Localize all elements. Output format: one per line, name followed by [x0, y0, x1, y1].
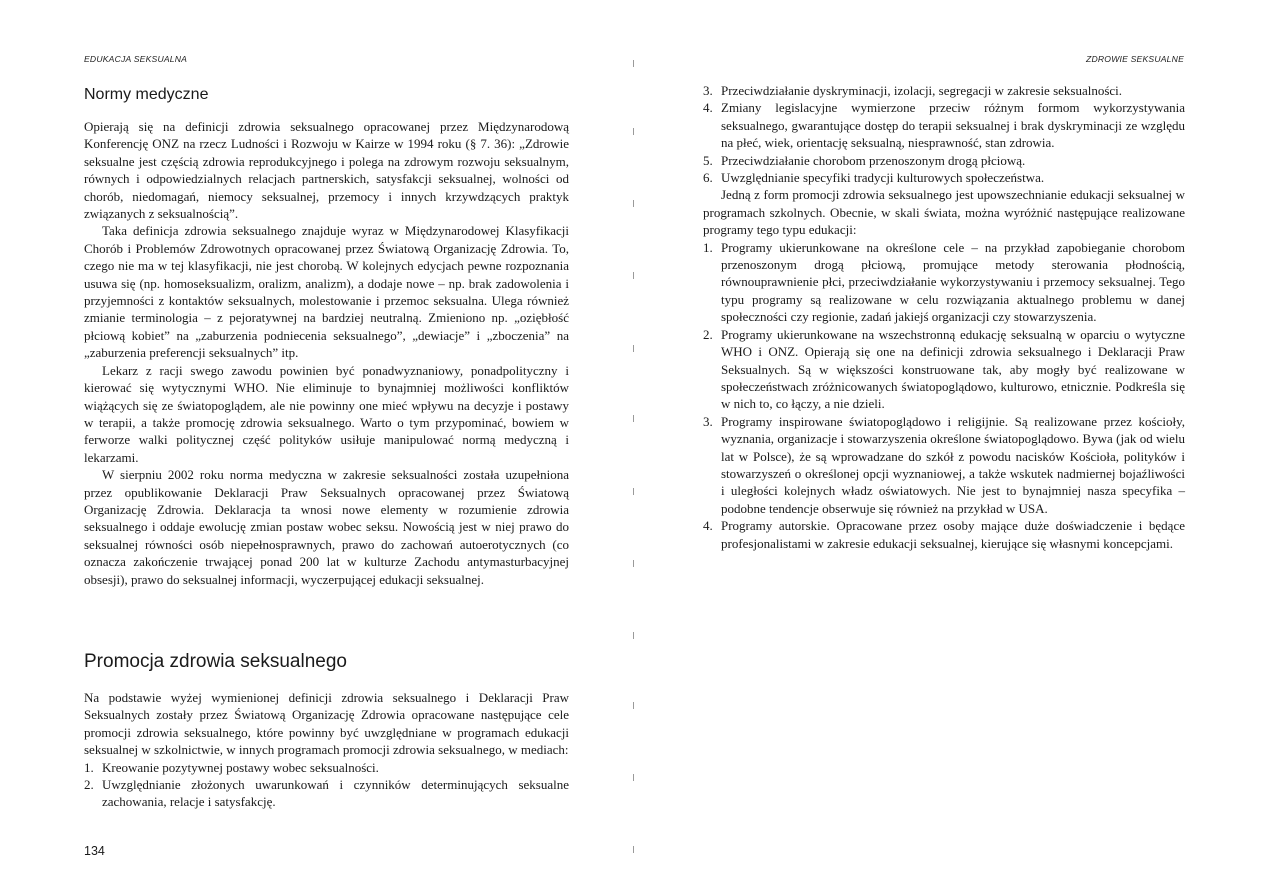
- list-item: [703, 152, 1185, 169]
- paragraph: Opierają się na definicji zdrowia seksualnego opracowanej przez Międzynarodową Konferencję ONZ na rzecz Ludności i Rozwoju w Kairze w 1994 roku (§ 7. 36): „Zdrowie seksualne jest częścią zdrowia reprodukcyjnego i polega na zdrowym rozwoju seksualnym, równych i odpowiedzialnych relacjach partnerskich, satysfakcji seksualnej, wolności od chorób, niedomagań, niemocy seksualnej, przemocy i innych krzywdzących praktyk związanych z seksualnością”.: [84, 119, 569, 222]
- list-number: 1.: [703, 239, 713, 255]
- list-item: [703, 239, 1185, 326]
- list-text: Programy ukierunkowane na wszechstronną edukację seksualną w oparciu o wytyczne WHO i ONZ. Opierają się one na definicji zdrowia seksualnego i Deklaracji Praw Seksualnych. Są w większości konstruowane tak, aby mogły być realizowane w społeczeństwach zróżnicowanych światopoglądowo, kulturowo, etnicznie. Podkreśla się w nich to, co łączy, a nie dzieli.: [721, 326, 1185, 412]
- list-number: 4.: [703, 518, 713, 534]
- right-page: [631, 0, 1262, 894]
- section-heading-normy: Normy medyczne: [84, 86, 209, 103]
- list-number: 3.: [703, 413, 713, 429]
- paragraph: Jedną z form promocji zdrowia seksualnego jest upowszechnianie edukacji seksualnej w programach szkolnych. Obecnie, w skali świata, można wyróżnić następujące realizowane programy tego typu edukacji:: [703, 187, 1185, 238]
- paragraph: Na podstawie wyżej wymienionej definicji zdrowia seksualnego i Deklaracji Praw Seksualnych zostały przez Światową Organizację Zdrowia opracowane następujące cele promocji zdrowia seksualnego, które powinny być uwzględniane w programach edukacji seksualnej w szkolnictwie, w innych programach promocji zdrowia seksualnego, w mediach:: [84, 690, 569, 758]
- list-item: [703, 517, 1185, 552]
- running-head-left: EDUKACJA SEKSUALNA: [84, 54, 188, 64]
- list-item: [703, 326, 1185, 413]
- programs-list: [703, 239, 1185, 552]
- list-number: 3.: [703, 83, 713, 98]
- list-number: 5.: [703, 152, 713, 168]
- right-content: [703, 82, 1185, 552]
- list-text: Programy inspirowane światopoglądowo i religijnie. Są realizowane przez kościoły, wyznania, organizacje i stowarzyszenia określone światopoglądowo. Bywa (jak od wielu lat w Polsce), że są wprowadzane do szkół z powodu nacisków Kościoła, polityków i stowarzyszeń o określonej opcji wyznaniowej, a także wskutek nadmiernej bojaźliwości i uległości kolejnych władz oświatowych. Nie jest to bynajmniej nasza specyfika – podobne tendencje obserwuje się również na przykład w USA.: [721, 413, 1185, 516]
- paragraph: Lekarz z racji swego zawodu powinien być ponadwyznaniowy, ponadpolityczny i kierować się wytycznymi WHO. Nie eliminuje to bynajmniej możliwości konfliktów wiążących się ze światopoglądem, ale nie powinny one mieć wpływu na decyzje i postawy w terapii, a także promocję zdrowia seksualnego. Warto o tym przypominać, bowiem w ferworze walki politycznej część polityków usiłuje manipulować normą medyczną i lekarzami.: [84, 362, 569, 465]
- page-number: 134: [84, 844, 105, 858]
- section-normy-medyczne: [84, 86, 569, 588]
- list-number: 2.: [703, 326, 713, 342]
- list-item: [703, 99, 1185, 151]
- goals-list-continued: [703, 82, 1185, 186]
- list-item: [703, 82, 1185, 99]
- paragraph: Taka definicja zdrowia seksualnego znajduje wyraz w Międzynarodowej Klasyfikacji Chorób i Problemów Zdrowotnych opracowanej przez Światową Organizację Zdrowia. To, czego nie ma w tej klasyfikacji, nie jest chorobą. W kolejnych edycjach pewne rozpoznania usuwa się (np. homoseksualizm, oralizm, analizm), a dodaje nowe – np. brak zadowolenia i przyjemności z kontaktów seksualnych, molestowanie i przemoc seksualna. Ulega również zmianie terminologia – z pejoratywnej na bardziej neutralną. Zmieniono np. „oziębłość płciową kobiet” na „zaburzenia podniecenia seksualnego”, „dewiacje” i „zboczenia” na „zaburzenia preferencji seksualnych” itp.: [84, 223, 569, 361]
- list-item: [84, 759, 569, 776]
- list-item: [703, 413, 1185, 517]
- paragraph: W sierpniu 2002 roku norma medyczna w zakresie seksualności została uzupełniona przez opublikowanie Deklaracji Praw Seksualnych opracowanej przez Światową Organizację Zdrowia. Deklaracja ta wnosi nowe elementy w rozumienie zdrowia seksualnego i oddaje ewolucję zmian postaw wobec seksu. Nowością jest w niej prawo do seksualnej równości osób niepełnosprawnych, prawo do zachowań autoerotycznych (co oznacza zakończenie trwającej ponad 200 lat w kulturze Zachodu antymasturbacyjnej obsesji), prawo do seksualnej informacji, wyczerpującej edukacji seksualnej.: [84, 467, 569, 587]
- list-text: Przeciwdziałanie dyskryminacji, izolacji, segregacji w zakresie seksualności.: [721, 83, 1123, 98]
- list-number: 2.: [84, 777, 94, 793]
- list-text: Zmiany legislacyjne wymierzone przeciw różnym formom wykorzystywania seksualnego, gwarantujące dostęp do terapii seksualnej i brak dyskryminacji ze względu na płeć, wiek, orientację seksualną, niesprawność, stan zdrowia.: [721, 100, 1185, 151]
- list-text: Programy ukierunkowane na określone cele – na przykład zapobieganie chorobom przenoszonym drogą płciową, promujące metody sterowania płodnością, równouprawnienie płci, przeciwdziałanie wykorzystywaniu i przemocy seksualnej. Tego typu programy są realizowane w celu rozwiązania aktualnego problemu w danej społeczności czy regionie, zadań jakiejś organizacji czy stowarzyszenia.: [721, 239, 1185, 325]
- list-text: Uwzględnianie złożonych uwarunkowań i czynników determinujących seksualne zachowania, relacje i satysfakcję.: [102, 777, 569, 810]
- list-text: Przeciwdziałanie chorobom przenoszonym drogą płciową.: [721, 152, 1026, 168]
- list-number: 6.: [703, 170, 713, 186]
- running-head-right: ZDROWIE SEKSUALNE: [1086, 54, 1184, 64]
- list-item: [84, 776, 569, 811]
- list-text: Uwzględnianie specyfiki tradycji kulturowych społeczeństwa.: [721, 170, 1045, 186]
- section-promocja: [84, 651, 569, 811]
- goals-list: [84, 759, 569, 811]
- list-item: [703, 169, 1185, 186]
- list-number: 4.: [703, 100, 713, 116]
- list-text: Programy autorskie. Opracowane przez osoby mające duże doświadczenie i będące profesjonalistami w zakresie edukacji seksualnej, kierujące się własnymi koncepcjami.: [721, 518, 1185, 551]
- list-text: Kreowanie pozytywnej postawy wobec seksualności.: [102, 759, 379, 775]
- list-number: 1.: [84, 759, 94, 775]
- section-heading-promocja: Promocja zdrowia seksualnego: [84, 651, 347, 672]
